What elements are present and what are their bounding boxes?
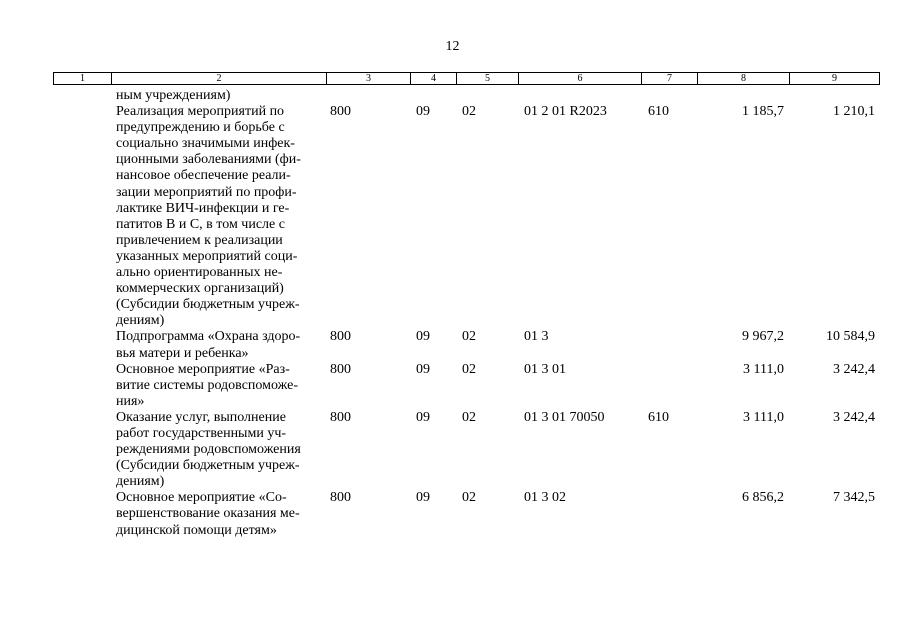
column-number-9: 9 bbox=[832, 73, 837, 84]
row-expense-type bbox=[641, 362, 697, 410]
column-number-4: 4 bbox=[411, 73, 457, 84]
row-amount-1: 1 185,7 bbox=[742, 104, 784, 120]
table-row bbox=[53, 362, 878, 410]
row-section: 09 bbox=[416, 329, 430, 345]
row-subsection bbox=[456, 88, 518, 104]
column-number-3: 3 bbox=[327, 73, 411, 84]
column-number-7: 7 bbox=[642, 73, 698, 84]
row-name: Оказание услуг, выполнение работ государственными уч- реждениями родовспоможения (Субсидии бюджетным учреж- дениям) bbox=[116, 409, 301, 490]
row-expense-type: 610 bbox=[648, 104, 669, 120]
row-section bbox=[410, 88, 456, 104]
row-amount-2 bbox=[789, 88, 878, 104]
row-index-cell bbox=[53, 88, 111, 104]
row-code: 800 bbox=[330, 490, 351, 506]
column-number-8: 8 bbox=[698, 73, 790, 84]
row-index-cell bbox=[53, 410, 111, 490]
column-number-2: 2 bbox=[112, 73, 327, 84]
row-amount-2: 3 242,4 bbox=[833, 409, 875, 425]
row-amount-2: 7 342,5 bbox=[833, 490, 875, 506]
row-index-cell bbox=[53, 490, 111, 538]
row-code: 800 bbox=[330, 104, 351, 120]
table-body bbox=[53, 88, 878, 539]
row-expense-type bbox=[641, 329, 697, 361]
column-number-6: 6 bbox=[519, 73, 642, 84]
table-row bbox=[53, 104, 878, 329]
row-amount-1: 3 111,0 bbox=[743, 409, 784, 425]
row-amount-1: 6 856,2 bbox=[742, 490, 784, 506]
row-amount-2: 1 210,1 bbox=[833, 104, 875, 120]
row-expense-type: 610 bbox=[648, 409, 669, 425]
column-number-5: 5 bbox=[457, 73, 519, 84]
row-subsection: 02 bbox=[462, 361, 476, 377]
row-expense-type bbox=[641, 88, 697, 104]
row-name: Подпрограмма «Охрана здоро- вья матери и ребенка» bbox=[116, 329, 301, 361]
row-amount-1: 9 967,2 bbox=[742, 329, 784, 345]
row-code: 800 bbox=[330, 329, 351, 345]
row-target-article: 01 3 01 70050 bbox=[524, 409, 605, 425]
row-section: 09 bbox=[416, 361, 430, 377]
row-subsection: 02 bbox=[462, 329, 476, 345]
row-subsection: 02 bbox=[462, 490, 476, 506]
row-subsection: 02 bbox=[462, 409, 476, 425]
row-index-cell bbox=[53, 329, 111, 361]
row-amount-1 bbox=[697, 88, 789, 104]
row-section: 09 bbox=[416, 409, 430, 425]
row-target-article bbox=[518, 88, 641, 104]
row-target-article: 01 3 02 bbox=[524, 490, 566, 506]
page-number: 12 bbox=[445, 39, 460, 54]
row-name: ным учреждениям) bbox=[116, 88, 231, 103]
row-index-cell bbox=[53, 104, 111, 329]
table-row bbox=[53, 329, 878, 361]
row-section: 09 bbox=[416, 104, 430, 120]
row-target-article: 01 3 bbox=[524, 329, 549, 345]
table-row bbox=[53, 490, 878, 538]
row-index-cell bbox=[53, 362, 111, 410]
row-amount-1: 3 111,0 bbox=[743, 361, 784, 377]
column-number-1: 1 bbox=[54, 73, 112, 84]
row-code bbox=[326, 88, 410, 104]
row-amount-2: 3 242,4 bbox=[833, 361, 875, 377]
row-name: Основное мероприятие «Раз- витие системы родовспоможе- ния» bbox=[116, 361, 299, 409]
table-column-numbers bbox=[53, 72, 880, 85]
row-expense-type bbox=[641, 490, 697, 538]
row-amount-2: 10 584,9 bbox=[826, 329, 875, 345]
table-row bbox=[53, 88, 878, 104]
row-subsection: 02 bbox=[462, 104, 476, 120]
row-section: 09 bbox=[416, 490, 430, 506]
row-name: Основное мероприятие «Со- вершенствование оказания ме- дицинской помощи детям» bbox=[116, 490, 300, 538]
row-target-article: 01 2 01 R2023 bbox=[524, 104, 607, 120]
row-code: 800 bbox=[330, 361, 351, 377]
table-row bbox=[53, 410, 878, 490]
row-code: 800 bbox=[330, 409, 351, 425]
row-name: Реализация мероприятий по предупреждению и борьбе с социально значимыми инфек- ционными заболеваниями (фи- нансовое обеспечение реали- зации мероприятий по профи- лактике ВИЧ-инфекции и ге- патитов В и С, в том числе с привлечением к реализации указанных мероприятий соци- ально ориентированных не- коммерческих организаций) (Субсидии бюджетным учреж- дениям) bbox=[116, 104, 301, 329]
row-target-article: 01 3 01 bbox=[524, 361, 566, 377]
